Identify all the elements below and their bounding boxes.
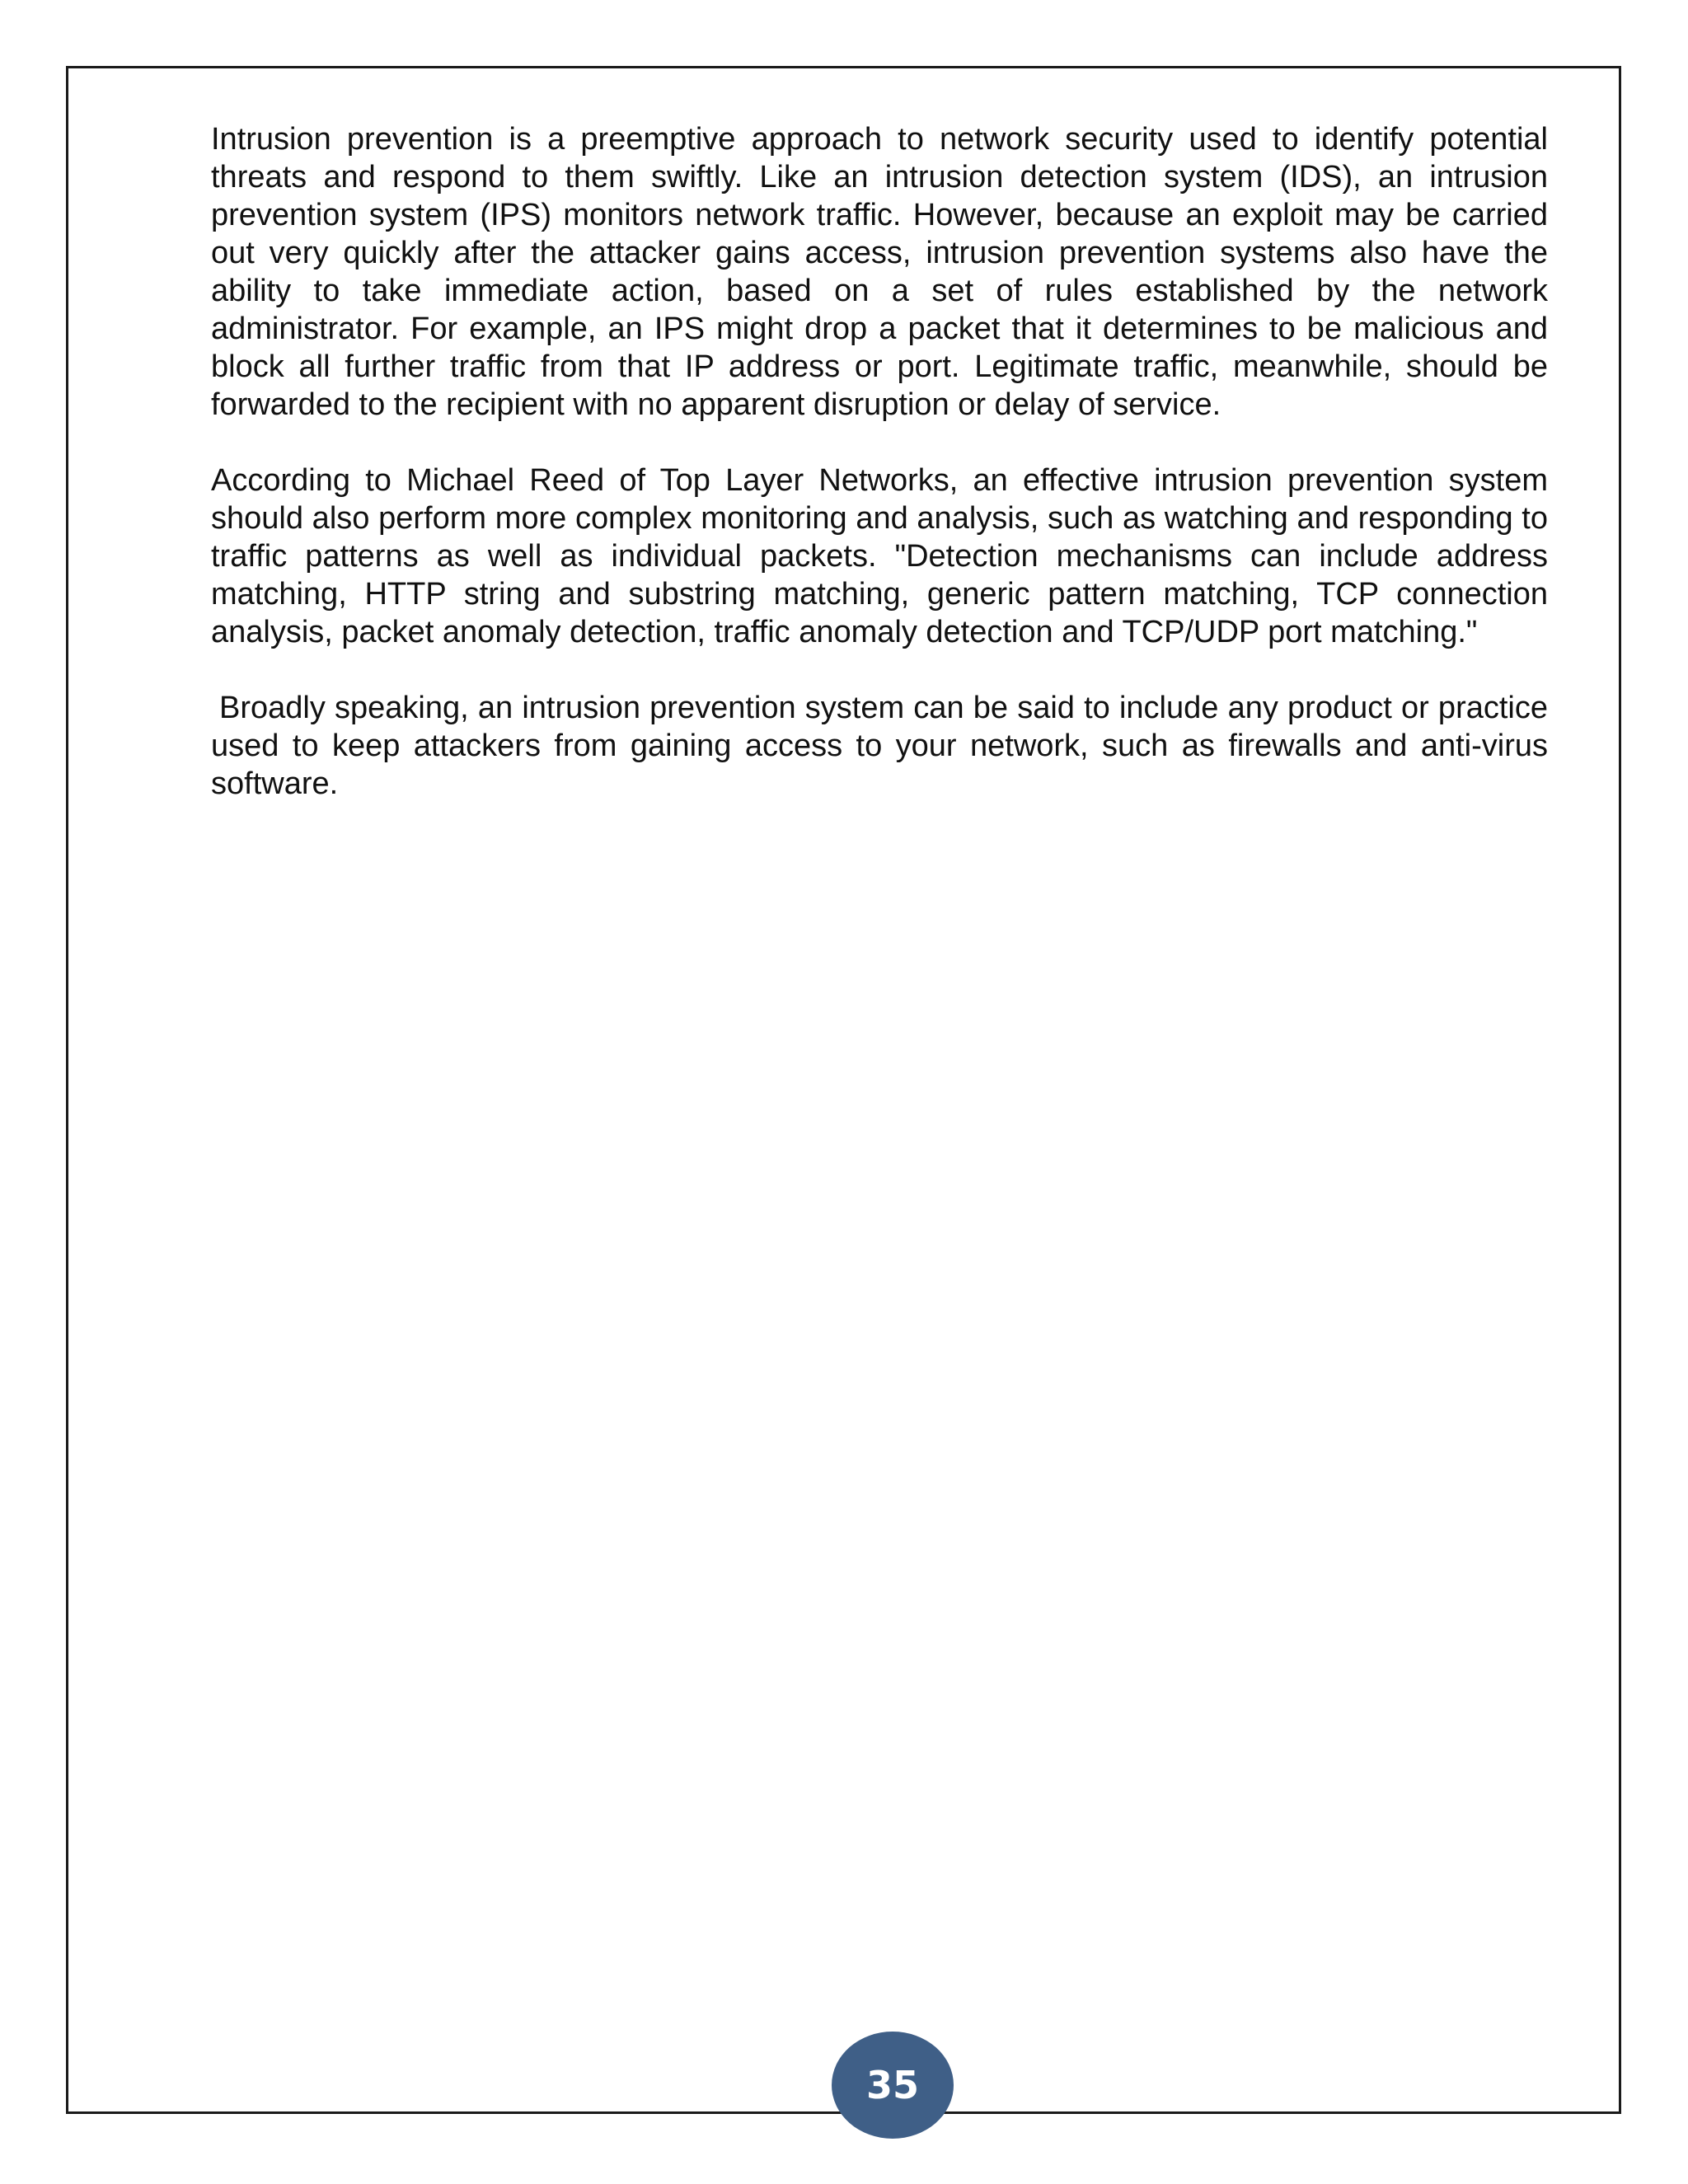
paragraph-intro: Intrusion prevention is a preemptive approach to network security used to identify potential threats and respond to them swiftly. Like an intrusion detection system (IDS), an intrusion prevention system (IPS) monitors network traffic. However, because an exploit may be carried out very quickly after the attacker gains access, intrusion prevention systems also have the ability to take immediate action, based on a set of rules established by the network administrator. For example, an IPS might drop a packet that it determines to be malicious and block all further traffic from that IP address or port. Legitimate traffic, meanwhile, should be forwarded to the recipient with no apparent disruption or delay of service. [211,122,1548,422]
page-number-badge: 35 [832,2032,954,2139]
paragraph-broadly-speaking: Broadly speaking, an intrusion prevention system can be said to include any product or practice used to keep attackers from gaining access to your network, such as firewalls and anti-virus software. [211,691,1548,801]
paragraph-detection-mechanisms: According to Michael Reed of Top Layer Networks, an effective intrusion prevention system should also perform more complex monitoring and analysis, such as watching and responding to traffic patterns as well as individual packets. "Detection mechanisms can include address matching, HTTP string and substring matching, generic pattern matching, TCP connection analysis, packet anomaly detection, traffic anomaly detection and TCP/UDP port matching." [211,463,1548,649]
document-body [211,120,1548,841]
